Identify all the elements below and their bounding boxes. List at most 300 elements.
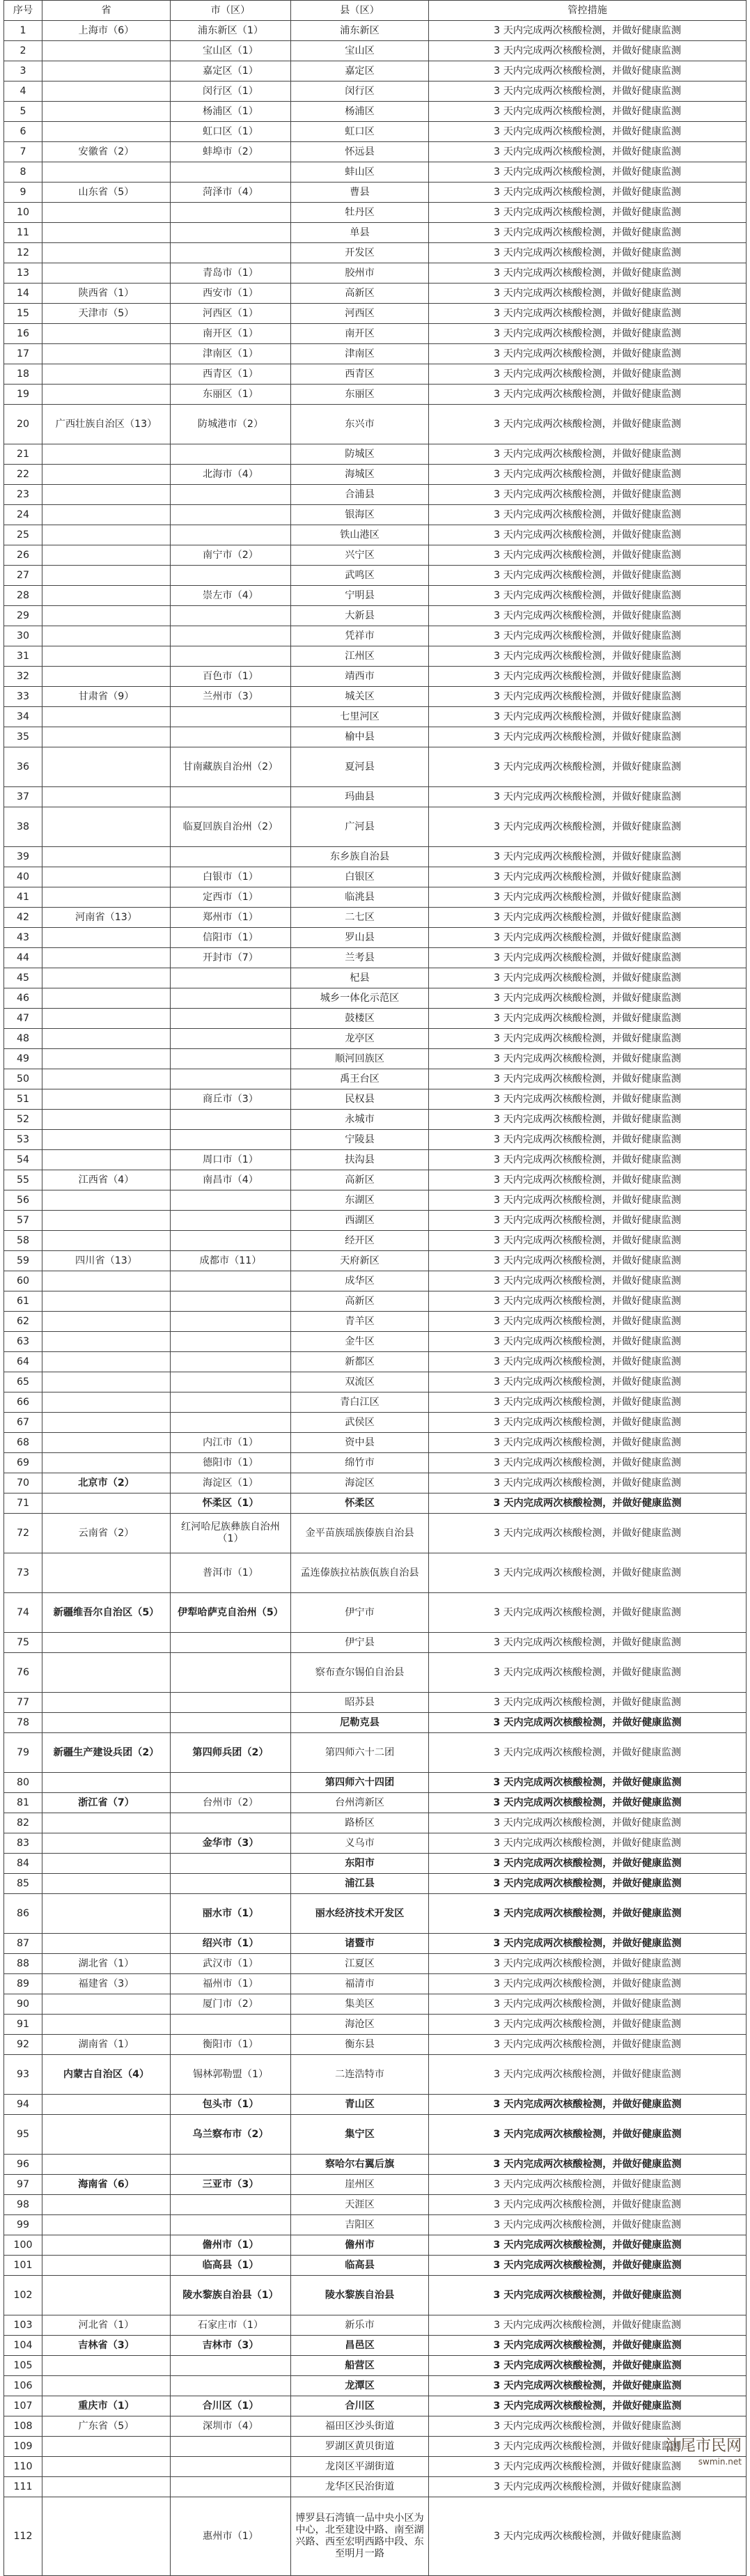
table-row xyxy=(4,2356,747,2376)
table-row xyxy=(4,364,747,385)
row-county-cell: 诸暨市 xyxy=(291,1934,429,1954)
row-measure-cell: 3 天内完成两次核酸检测，并做好健康监测 xyxy=(429,1231,747,1251)
row-index-cell: 6 xyxy=(4,122,42,142)
row-measure-cell: 3 天内完成两次核酸检测，并做好健康监测 xyxy=(429,1069,747,1089)
row-measure-cell: 3 天内完成两次核酸检测，并做好健康监测 xyxy=(429,887,747,908)
row-county-cell: 资中县 xyxy=(291,1433,429,1453)
row-measure-cell: 3 天内完成两次核酸检测，并做好健康监测 xyxy=(429,1089,747,1110)
row-city-cell: 伊犁哈萨克自治州（5） xyxy=(171,1593,291,1633)
row-county-cell: 儋州市 xyxy=(291,2235,429,2256)
table-row xyxy=(4,505,747,525)
row-city-cell xyxy=(171,968,291,988)
row-city-cell: 惠州市（1） xyxy=(171,2497,291,2576)
row-county-cell: 扶沟县 xyxy=(291,1150,429,1170)
row-index-cell: 20 xyxy=(4,405,42,444)
row-index-cell: 80 xyxy=(4,1773,42,1793)
row-city-cell xyxy=(171,566,291,586)
row-index-cell: 46 xyxy=(4,988,42,1009)
row-index-cell: 95 xyxy=(4,2115,42,2155)
row-index-cell: 49 xyxy=(4,1049,42,1069)
row-index-cell: 55 xyxy=(4,1170,42,1190)
row-city-cell xyxy=(171,1352,291,1372)
row-index-cell: 8 xyxy=(4,162,42,183)
row-county-cell: 西湖区 xyxy=(291,1211,429,1231)
row-city-cell xyxy=(171,1713,291,1733)
row-city-cell: 闵行区（1） xyxy=(171,82,291,102)
row-index-cell: 30 xyxy=(4,626,42,646)
row-index-cell: 41 xyxy=(4,887,42,908)
row-index-cell: 34 xyxy=(4,707,42,727)
table-row xyxy=(4,1049,747,1069)
row-index-cell: 112 xyxy=(4,2497,42,2576)
row-county-cell: 东湖区 xyxy=(291,1190,429,1211)
row-county-cell: 民权县 xyxy=(291,1089,429,1110)
table-row xyxy=(4,344,747,364)
row-province-cell: 福建省（3） xyxy=(42,1974,171,1994)
row-measure-cell: 3 天内完成两次核酸检测，并做好健康监测 xyxy=(429,1954,747,1974)
row-measure-cell: 3 天内完成两次核酸检测，并做好健康监测 xyxy=(429,1854,747,1874)
row-index-cell: 108 xyxy=(4,2416,42,2437)
row-measure-cell: 3 天内完成两次核酸检测，并做好健康监测 xyxy=(429,1514,747,1553)
table-row xyxy=(4,1089,747,1110)
row-province-cell xyxy=(42,122,171,142)
row-county-cell: 顺河回族区 xyxy=(291,1049,429,1069)
row-province-cell: 天津市（5） xyxy=(42,304,171,324)
row-measure-cell: 3 天内完成两次核酸检测，并做好健康监测 xyxy=(429,1291,747,1312)
row-county-cell: 榆中县 xyxy=(291,727,429,747)
row-measure-cell: 3 天内完成两次核酸检测，并做好健康监测 xyxy=(429,1793,747,1813)
row-province-cell: 北京市（2） xyxy=(42,1473,171,1493)
row-index-cell: 86 xyxy=(4,1894,42,1934)
row-city-cell: 西安市（1） xyxy=(171,284,291,304)
row-city-cell xyxy=(171,626,291,646)
row-county-cell: 路桥区 xyxy=(291,1813,429,1833)
row-county-cell: 高新区 xyxy=(291,1170,429,1190)
row-city-cell: 青岛市（1） xyxy=(171,263,291,284)
row-province-cell xyxy=(42,1773,171,1793)
row-county-cell: 曹县 xyxy=(291,183,429,203)
row-index-cell: 18 xyxy=(4,364,42,385)
row-index-cell: 67 xyxy=(4,1413,42,1433)
row-province-cell: 湖南省（1） xyxy=(42,2035,171,2055)
row-county-cell: 察哈尔右翼后旗 xyxy=(291,2155,429,2175)
row-county-cell: 嘉定区 xyxy=(291,61,429,82)
row-index-cell: 102 xyxy=(4,2276,42,2315)
row-city-cell: 北海市（4） xyxy=(171,465,291,485)
table-row xyxy=(4,847,747,867)
row-index-cell: 36 xyxy=(4,747,42,787)
row-province-cell xyxy=(42,2155,171,2175)
row-city-cell: 周口市（1） xyxy=(171,1150,291,1170)
table-row xyxy=(4,586,747,606)
row-index-cell: 13 xyxy=(4,263,42,284)
row-city-cell: 吉林市（3） xyxy=(171,2336,291,2356)
row-province-cell xyxy=(42,263,171,284)
row-city-cell: 定西市（1） xyxy=(171,887,291,908)
row-county-cell: 青羊区 xyxy=(291,1312,429,1332)
row-province-cell xyxy=(42,243,171,263)
table-row xyxy=(4,1994,747,2015)
row-measure-cell: 3 天内完成两次核酸检测，并做好健康监测 xyxy=(429,1029,747,1049)
row-county-cell: 金牛区 xyxy=(291,1332,429,1352)
row-city-cell: 台州市（2） xyxy=(171,1793,291,1813)
row-county-cell: 靖西市 xyxy=(291,667,429,687)
table-row xyxy=(4,1372,747,1392)
row-province-cell xyxy=(42,948,171,968)
row-province-cell xyxy=(42,102,171,122)
row-index-cell: 2 xyxy=(4,41,42,61)
row-measure-cell: 3 天内完成两次核酸检测，并做好健康监测 xyxy=(429,1433,747,1453)
row-province-cell xyxy=(42,2356,171,2376)
row-province-cell: 内蒙古自治区（4） xyxy=(42,2055,171,2095)
table-row xyxy=(4,385,747,405)
row-index-cell: 96 xyxy=(4,2155,42,2175)
row-county-cell: 二七区 xyxy=(291,908,429,928)
row-city-cell xyxy=(171,1372,291,1392)
row-measure-cell: 3 天内完成两次核酸检测，并做好健康监测 xyxy=(429,2336,747,2356)
row-province-cell xyxy=(42,707,171,727)
row-county-cell: 凭祥市 xyxy=(291,626,429,646)
row-province-cell xyxy=(42,2015,171,2035)
table-row xyxy=(4,2396,747,2416)
row-measure-cell: 3 天内完成两次核酸检测，并做好健康监测 xyxy=(429,606,747,626)
row-city-cell xyxy=(171,988,291,1009)
row-city-cell xyxy=(171,525,291,545)
row-index-cell: 16 xyxy=(4,324,42,344)
row-county-cell: 临洮县 xyxy=(291,887,429,908)
row-city-cell: 普洱市（1） xyxy=(171,1553,291,1593)
row-index-cell: 45 xyxy=(4,968,42,988)
row-province-cell: 安徽省（2） xyxy=(42,142,171,162)
row-measure-cell: 3 天内完成两次核酸检测，并做好健康监测 xyxy=(429,1413,747,1433)
table-row xyxy=(4,1713,747,1733)
row-province-cell: 海南省（6） xyxy=(42,2175,171,2195)
table-row xyxy=(4,1170,747,1190)
watermark-logo xyxy=(662,2430,744,2470)
row-city-cell: 陵水黎族自治县（1） xyxy=(171,2276,291,2315)
row-city-cell: 德阳市（1） xyxy=(171,1453,291,1473)
row-city-cell: 甘南藏族自治州（2） xyxy=(171,747,291,787)
row-measure-cell: 3 天内完成两次核酸检测，并做好健康监测 xyxy=(429,203,747,223)
row-county-cell: 怀柔区 xyxy=(291,1493,429,1514)
row-province-cell xyxy=(42,2115,171,2155)
row-city-cell xyxy=(171,1190,291,1211)
row-index-cell: 52 xyxy=(4,1110,42,1130)
row-index-cell: 98 xyxy=(4,2195,42,2215)
row-province-cell xyxy=(42,1813,171,1833)
row-county-cell: 崖州区 xyxy=(291,2175,429,2195)
row-county-cell: 船营区 xyxy=(291,2356,429,2376)
row-county-cell: 博罗县石湾镇一品中央小区为中心，北至建设中路、南至湖兴路、西至宏明西路中段、东至明月一路 xyxy=(291,2497,429,2576)
row-city-cell: 内江市（1） xyxy=(171,1433,291,1453)
row-province-cell xyxy=(42,444,171,465)
row-index-cell: 5 xyxy=(4,102,42,122)
row-measure-cell: 3 天内完成两次核酸检测，并做好健康监测 xyxy=(429,1894,747,1934)
row-measure-cell: 3 天内完成两次核酸检测，并做好健康监测 xyxy=(429,344,747,364)
table-header-row xyxy=(4,1,747,21)
row-index-cell: 64 xyxy=(4,1352,42,1372)
row-city-cell: 东丽区（1） xyxy=(171,385,291,405)
row-index-cell: 21 xyxy=(4,444,42,465)
row-county-cell: 海沧区 xyxy=(291,2015,429,2035)
table-row xyxy=(4,1211,747,1231)
row-measure-cell: 3 天内完成两次核酸检测，并做好健康监测 xyxy=(429,1332,747,1352)
row-county-cell: 兰考县 xyxy=(291,948,429,968)
table-row xyxy=(4,2235,747,2256)
row-index-cell: 40 xyxy=(4,867,42,887)
table-row xyxy=(4,948,747,968)
row-province-cell xyxy=(42,1553,171,1593)
row-index-cell: 107 xyxy=(4,2396,42,2416)
row-measure-cell: 3 天内完成两次核酸检测，并做好健康监测 xyxy=(429,2035,747,2055)
row-city-cell xyxy=(171,727,291,747)
row-measure-cell: 3 天内完成两次核酸检测，并做好健康监测 xyxy=(429,284,747,304)
row-index-cell: 15 xyxy=(4,304,42,324)
row-province-cell xyxy=(42,203,171,223)
table-row xyxy=(4,284,747,304)
row-index-cell: 81 xyxy=(4,1793,42,1813)
row-measure-cell: 3 天内完成两次核酸检测，并做好健康监测 xyxy=(429,1150,747,1170)
row-index-cell: 93 xyxy=(4,2055,42,2095)
row-city-cell xyxy=(171,707,291,727)
row-province-cell xyxy=(42,223,171,243)
row-province-cell xyxy=(42,867,171,887)
row-province-cell xyxy=(42,747,171,787)
row-city-cell: 防城港市（2） xyxy=(171,405,291,444)
row-index-cell: 51 xyxy=(4,1089,42,1110)
row-index-cell: 97 xyxy=(4,2175,42,2195)
row-province-cell xyxy=(42,1833,171,1854)
row-measure-cell: 3 天内完成两次核酸检测，并做好健康监测 xyxy=(429,2155,747,2175)
row-city-cell: 崇左市（4） xyxy=(171,586,291,606)
watermark-url: swmin.net xyxy=(698,2457,742,2467)
row-county-cell: 虹口区 xyxy=(291,122,429,142)
table-row xyxy=(4,1593,747,1633)
table-row xyxy=(4,1150,747,1170)
row-province-cell xyxy=(42,1130,171,1150)
row-county-cell: 铁山港区 xyxy=(291,525,429,545)
row-province-cell xyxy=(42,2235,171,2256)
row-province-cell xyxy=(42,1231,171,1251)
row-county-cell: 南开区 xyxy=(291,324,429,344)
row-measure-cell: 3 天内完成两次核酸检测，并做好健康监测 xyxy=(429,908,747,928)
row-province-cell xyxy=(42,1009,171,1029)
row-measure-cell: 3 天内完成两次核酸检测，并做好健康监测 xyxy=(429,1553,747,1593)
table-row xyxy=(4,183,747,203)
row-measure-cell: 3 天内完成两次核酸检测，并做好健康监测 xyxy=(429,2215,747,2235)
row-county-cell: 东乡族自治县 xyxy=(291,847,429,867)
row-index-cell: 78 xyxy=(4,1713,42,1733)
row-index-cell: 69 xyxy=(4,1453,42,1473)
table-row xyxy=(4,1833,747,1854)
row-measure-cell: 3 天内完成两次核酸检测，并做好健康监测 xyxy=(429,626,747,646)
row-province-cell: 吉林省（3） xyxy=(42,2336,171,2356)
row-index-cell: 111 xyxy=(4,2477,42,2497)
row-county-cell: 金平苗族瑶族傣族自治县 xyxy=(291,1514,429,1553)
row-county-cell: 双流区 xyxy=(291,1372,429,1392)
row-measure-cell: 3 天内完成两次核酸检测，并做好健康监测 xyxy=(429,2175,747,2195)
table-row xyxy=(4,324,747,344)
watermark-text: 汕尾市民网 xyxy=(664,2437,742,2455)
row-city-cell xyxy=(171,1854,291,1874)
row-index-cell: 60 xyxy=(4,1271,42,1291)
row-index-cell: 63 xyxy=(4,1332,42,1352)
table-row xyxy=(4,1813,747,1833)
row-city-cell: 信阳市（1） xyxy=(171,928,291,948)
row-measure-cell: 3 天内完成两次核酸检测，并做好健康监测 xyxy=(429,2276,747,2315)
row-province-cell xyxy=(42,887,171,908)
table-row xyxy=(4,707,747,727)
row-index-cell: 105 xyxy=(4,2356,42,2376)
row-county-cell: 银海区 xyxy=(291,505,429,525)
row-index-cell: 66 xyxy=(4,1392,42,1413)
row-province-cell xyxy=(42,727,171,747)
table-row xyxy=(4,525,747,545)
row-province-cell xyxy=(42,928,171,948)
row-county-cell: 白银区 xyxy=(291,867,429,887)
row-index-cell: 23 xyxy=(4,485,42,505)
table-row xyxy=(4,162,747,183)
row-county-cell: 城乡一体化示范区 xyxy=(291,988,429,1009)
row-province-cell xyxy=(42,485,171,505)
row-city-cell xyxy=(171,1653,291,1693)
row-province-cell xyxy=(42,2256,171,2276)
table-row xyxy=(4,82,747,102)
row-index-cell: 87 xyxy=(4,1934,42,1954)
row-index-cell: 25 xyxy=(4,525,42,545)
row-city-cell xyxy=(171,1392,291,1413)
table-row xyxy=(4,1271,747,1291)
table-row xyxy=(4,1793,747,1813)
row-city-cell: 嘉定区（1） xyxy=(171,61,291,82)
row-county-cell: 龙潭区 xyxy=(291,2376,429,2396)
table-row xyxy=(4,203,747,223)
row-city-cell xyxy=(171,162,291,183)
row-county-cell: 夏河县 xyxy=(291,747,429,787)
row-province-cell xyxy=(42,847,171,867)
table-row xyxy=(4,1954,747,1974)
row-city-cell: 兰州市（3） xyxy=(171,687,291,707)
table-row xyxy=(4,1874,747,1894)
table-row xyxy=(4,2215,747,2235)
row-index-cell: 53 xyxy=(4,1130,42,1150)
row-county-cell: 闵行区 xyxy=(291,82,429,102)
row-city-cell: 丽水市（1） xyxy=(171,1894,291,1934)
row-measure-cell: 3 天内完成两次核酸检测，并做好健康监测 xyxy=(429,727,747,747)
row-county-cell: 青山区 xyxy=(291,2095,429,2115)
row-city-cell: 第四师兵团（2） xyxy=(171,1733,291,1773)
row-index-cell: 54 xyxy=(4,1150,42,1170)
row-measure-cell: 3 天内完成两次核酸检测，并做好健康监测 xyxy=(429,1372,747,1392)
row-province-cell xyxy=(42,61,171,82)
row-province-cell xyxy=(42,1994,171,2015)
row-measure-cell: 3 天内完成两次核酸检测，并做好健康监测 xyxy=(429,1211,747,1231)
table-row xyxy=(4,1473,747,1493)
row-city-cell: 开封市（7） xyxy=(171,948,291,968)
row-city-cell: 杨浦区（1） xyxy=(171,102,291,122)
row-city-cell xyxy=(171,1332,291,1352)
table-row xyxy=(4,1974,747,1994)
row-measure-cell: 3 天内完成两次核酸检测，并做好健康监测 xyxy=(429,243,747,263)
row-province-cell xyxy=(42,1934,171,1954)
row-measure-cell: 3 天内完成两次核酸检测，并做好健康监测 xyxy=(429,2256,747,2276)
row-city-cell xyxy=(171,2477,291,2497)
row-county-cell: 吉阳区 xyxy=(291,2215,429,2235)
row-province-cell xyxy=(42,545,171,566)
row-index-cell: 3 xyxy=(4,61,42,82)
row-city-cell: 南昌市（4） xyxy=(171,1170,291,1190)
row-province-cell xyxy=(42,2276,171,2315)
row-city-cell: 南宁市（2） xyxy=(171,545,291,566)
row-index-cell: 12 xyxy=(4,243,42,263)
row-index-cell: 72 xyxy=(4,1514,42,1553)
table-row xyxy=(4,243,747,263)
row-measure-cell: 3 天内完成两次核酸检测，并做好健康监测 xyxy=(429,505,747,525)
row-province-cell xyxy=(42,1413,171,1433)
row-province-cell xyxy=(42,1029,171,1049)
row-city-cell: 武汉市（1） xyxy=(171,1954,291,1974)
row-index-cell: 33 xyxy=(4,687,42,707)
row-county-cell: 东兴市 xyxy=(291,405,429,444)
row-county-cell: 武鸣区 xyxy=(291,566,429,586)
table-row xyxy=(4,727,747,747)
row-city-cell: 绍兴市（1） xyxy=(171,1934,291,1954)
row-measure-cell: 3 天内完成两次核酸检测，并做好健康监测 xyxy=(429,1593,747,1633)
row-measure-cell: 3 天内完成两次核酸检测，并做好健康监测 xyxy=(429,1251,747,1271)
row-measure-cell: 3 天内完成两次核酸检测，并做好健康监测 xyxy=(429,82,747,102)
table-row xyxy=(4,1231,747,1251)
table-row xyxy=(4,1291,747,1312)
row-measure-cell: 3 天内完成两次核酸检测，并做好健康监测 xyxy=(429,1170,747,1190)
table-row xyxy=(4,1190,747,1211)
row-county-cell: 蚌山区 xyxy=(291,162,429,183)
row-index-cell: 39 xyxy=(4,847,42,867)
row-county-cell: 玛曲县 xyxy=(291,787,429,807)
row-city-cell xyxy=(171,1231,291,1251)
table-row xyxy=(4,667,747,687)
row-city-cell xyxy=(171,1874,291,1894)
table-row xyxy=(4,2376,747,2396)
row-index-cell: 103 xyxy=(4,2315,42,2336)
row-province-cell xyxy=(42,1392,171,1413)
row-city-cell xyxy=(171,1130,291,1150)
table-row xyxy=(4,807,747,847)
row-county-cell: 广河县 xyxy=(291,807,429,847)
row-city-cell: 临高县（1） xyxy=(171,2256,291,2276)
row-city-cell xyxy=(171,223,291,243)
row-measure-cell: 3 天内完成两次核酸检测，并做好健康监测 xyxy=(429,1190,747,1211)
row-city-cell xyxy=(171,2457,291,2477)
row-city-cell xyxy=(171,1049,291,1069)
row-county-cell: 陵水黎族自治县 xyxy=(291,2276,429,2315)
row-county-cell: 胶州市 xyxy=(291,263,429,284)
row-county-cell: 浦东新区 xyxy=(291,21,429,41)
row-index-cell: 26 xyxy=(4,545,42,566)
row-province-cell xyxy=(42,1049,171,1069)
table-row xyxy=(4,444,747,465)
row-province-cell xyxy=(42,525,171,545)
row-measure-cell: 3 天内完成两次核酸检测，并做好健康监测 xyxy=(429,1633,747,1653)
table-row xyxy=(4,1251,747,1271)
row-city-cell: 乌兰察布市（2） xyxy=(171,2115,291,2155)
row-index-cell: 100 xyxy=(4,2235,42,2256)
row-measure-cell: 3 天内完成两次核酸检测，并做好健康监测 xyxy=(429,142,747,162)
row-measure-cell: 3 天内完成两次核酸检测，并做好健康监测 xyxy=(429,1312,747,1332)
row-county-cell: 禹王台区 xyxy=(291,1069,429,1089)
row-city-cell xyxy=(171,1633,291,1653)
row-city-cell xyxy=(171,2015,291,2035)
row-measure-cell: 3 天内完成两次核酸检测，并做好健康监测 xyxy=(429,2497,747,2576)
